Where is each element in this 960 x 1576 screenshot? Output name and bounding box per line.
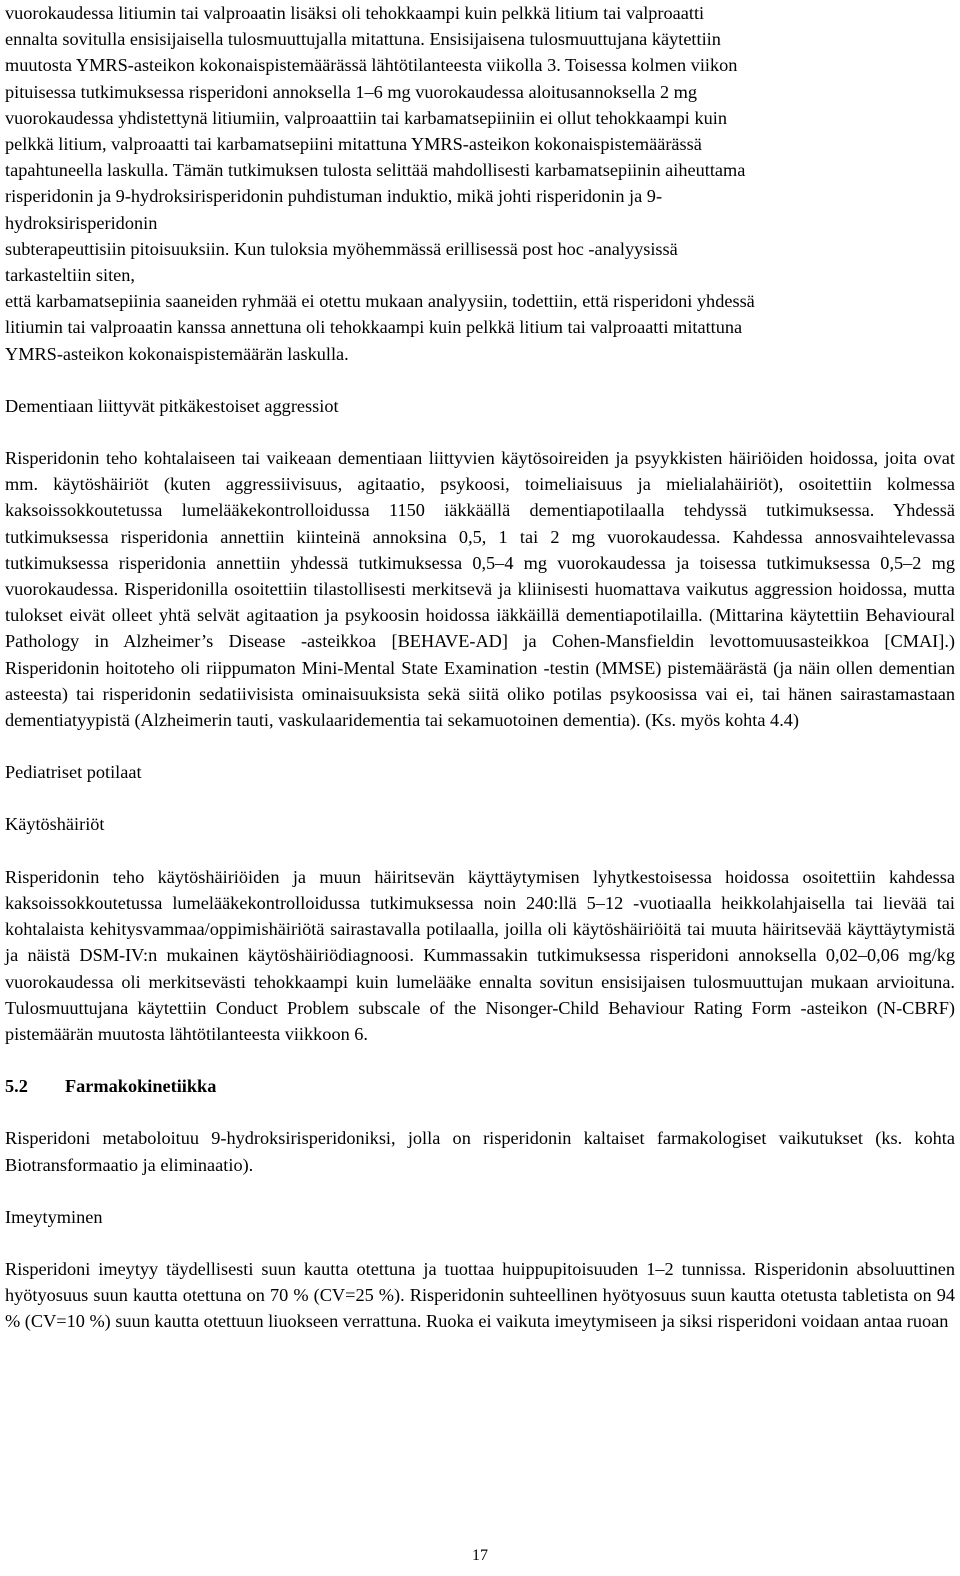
paragraph-absorption: Risperidoni imeytyy täydellisesti suun kautta otettuna ja tuottaa huippupitoisuuden 1–2 tunnissa. Risperidonin absoluuttinen hyötyosuus suun kautta otettuna on 70 % (CV=25 %). Risperidonin suhteellinen hyötyosuus suun kautta otetusta tabletista on 94 % (CV=10 %) suun kautta otettuun liuokseen verrattuna. Ruoka ei vaikuta imeytymiseen ja siksi risperidoni voidaan antaa ruoan xyxy=(5,1258,955,1332)
text-line: muutosta YMRS-asteikon kokonaispistemäärässä lähtötilanteesta viikolla 3. Toisessa kolmen viikon xyxy=(5,55,738,76)
page-number: 17 xyxy=(472,1547,488,1564)
section-title: Farmakokinetiikka xyxy=(65,1076,217,1097)
heading-absorption: Imeytyminen xyxy=(5,1206,103,1227)
paragraph-bipolar-results xyxy=(5,0,955,367)
text-line: tarkasteltiin siten, xyxy=(5,265,135,286)
text-line: pelkkä litium, valproaatti tai karbamatsepiini mitattuna YMRS-asteikon kokonaispistemäärässä xyxy=(5,134,702,155)
paragraph-conduct-disorders: Risperidonin teho käytöshäiriöiden ja muun häiritsevän käyttäytymisen lyhytkestoisessa hoidossa osoitettiin kahdessa kaksoissokkoutetussa lumelääkekontrolloidussa tutkimuksessa noin 240:llä 5–12 -vuotiaalla heikkolahjaisella tai lievää tai kohtalaista kehitysvammaa/oppimishäiriötä sairastavalla potilaalla, joilla oli käytöshäiriöitä tai muuta häiritsevää käyttäytymistä ja näistä DSM-IV:n mukainen käytöshäiriödiagnoosi. Kummassakin tutkimuksessa risperidoni annoksella 0,02–0,06 mg/kg vuorokaudessa oli merkitsevästi tehokkaampi kuin lumelääke ennalta sovitun ensisijaisen tulosmuuttujan mukaan arvioituna. Tulosmuuttujana käytettiin Conduct Problem subscale of the Nisonger-Child Behaviour Rating Form -asteikon (N-CBRF) pistemäärän muutosta lähtötilanteesta viikkoon 6. xyxy=(5,866,955,1044)
text-line: vuorokaudessa litiumin tai valproaatin lisäksi oli tehokkaampi kuin pelkkä litium tai valproaatti xyxy=(5,3,705,23)
section-number: 5.2 xyxy=(5,1076,28,1097)
text-line: litiumin tai valproaatin kanssa annettuna oli tehokkaampi kuin pelkkä litium tai valproaatti mitattuna xyxy=(5,317,743,338)
text-line: YMRS-asteikon kokonaispistemäärän laskulla. xyxy=(5,343,349,364)
text-line: vuorokaudessa yhdistettynä litiumiin, valproaattiin tai karbamatsepiiniin ei ollut tehokkaampi kuin xyxy=(5,107,727,128)
text-line: ennalta sovitulla ensisijaisella tulosmuuttujalla mitattuna. Ensisijaisena tulosmuuttujana käytettiin xyxy=(5,29,721,50)
text-line: hydroksirisperidonin xyxy=(5,212,158,233)
text-line: subterapeuttisiin pitoisuuksiin. Kun tuloksia myöhemmässä erillisessä post hoc -analyysissä xyxy=(5,238,678,259)
document-page xyxy=(5,0,955,1335)
heading-conduct-disorders: Käytöshäiriöt xyxy=(5,814,105,835)
text-line: tapahtuneella laskulla. Tämän tutkimuksen tulosta selittää mahdollisesti karbamatsepiinin aiheuttama xyxy=(5,160,746,181)
paragraph-pharmacokinetics: Risperidoni metaboloituu 9-hydroksirisperidoniksi, jolla on risperidonin kaltaiset farmakologiset vaikutukset (ks. kohta Biotransformaatio ja eliminaatio). xyxy=(5,1128,955,1175)
paragraph-dementia: Risperidonin teho kohtalaiseen tai vaikeaan dementiaan liittyvien käytösoireiden ja psyykkisten häiriöiden hoidossa, joita ovat mm. käytöshäiriöt (kuten aggressiivisuus, agitaatio, psykoosi, toimeliaisuus ja mielialahäiriöt), osoitettiin kolmessa kaksoissokkoutetussa lumelääkekontrolloidussa 1150 iäkkäällä dementiapotilaalla tehdyssä tutkimuksessa. Yhdessä tutkimuksessa risperidonia annettiin kiinteinä annoksina 0,5, 1 tai 2 mg vuorokaudessa. Kahdessa annosvaihtelevassa tutkimuksessa risperidonia annettiin yhdessä tutkimuksessa 0,5–4 mg vuorokaudessa ja toisessa tutkimuksessa 0,5–2 mg vuorokaudessa. Risperidonilla osoitettiin tilastollisesti merkitsevä ja kliinisesti huomattava vaikutus aggression hoidossa, mutta tulokset eivät olleet yhtä selvät agitaation ja psykoosin hoidossa iäkkäillä dementiapotilailla. (Mittarina käytettiin Behavioural Pathology in Alzheimer’s Disease -asteikkoa [BEHAVE-AD] ja Cohen-Mansfieldin levottomuusasteikkoa [CMAI].) Risperidonin hoitoteho oli riippumaton Mini-Mental State Examination -testin (MMSE) pistemäärästä (ja näin ollen dementian asteesta) tai risperidonin sedatiivisista ominaisuuksista sekä siitä oliko potilas psykoosissa vai ei, tai hänen sairastamastaan dementiatyypistä (Alzheimerin tauti, vaskulaaridementia tai sekamuotoinen dementia). (Ks. myös kohta 4.4) xyxy=(5,448,955,731)
section-heading-pharmacokinetics xyxy=(5,1073,955,1099)
text-line: pituisessa tutkimuksessa risperidoni annoksella 1–6 mg vuorokaudessa aloitusannoksella 2 mg xyxy=(5,81,698,102)
heading-pediatric-patients: Pediatriset potilaat xyxy=(5,762,142,783)
heading-dementia-aggression: Dementiaan liittyvät pitkäkestoiset aggressiot xyxy=(5,395,339,416)
text-line: risperidonin ja 9-hydroksirisperidonin puhdistuman induktio, mikä johti risperidonin ja 9- xyxy=(5,186,663,207)
text-line: että karbamatsepiinia saaneiden ryhmää ei otettu mukaan analyysiin, todettiin, että risperidoni yhdessä xyxy=(5,291,755,312)
